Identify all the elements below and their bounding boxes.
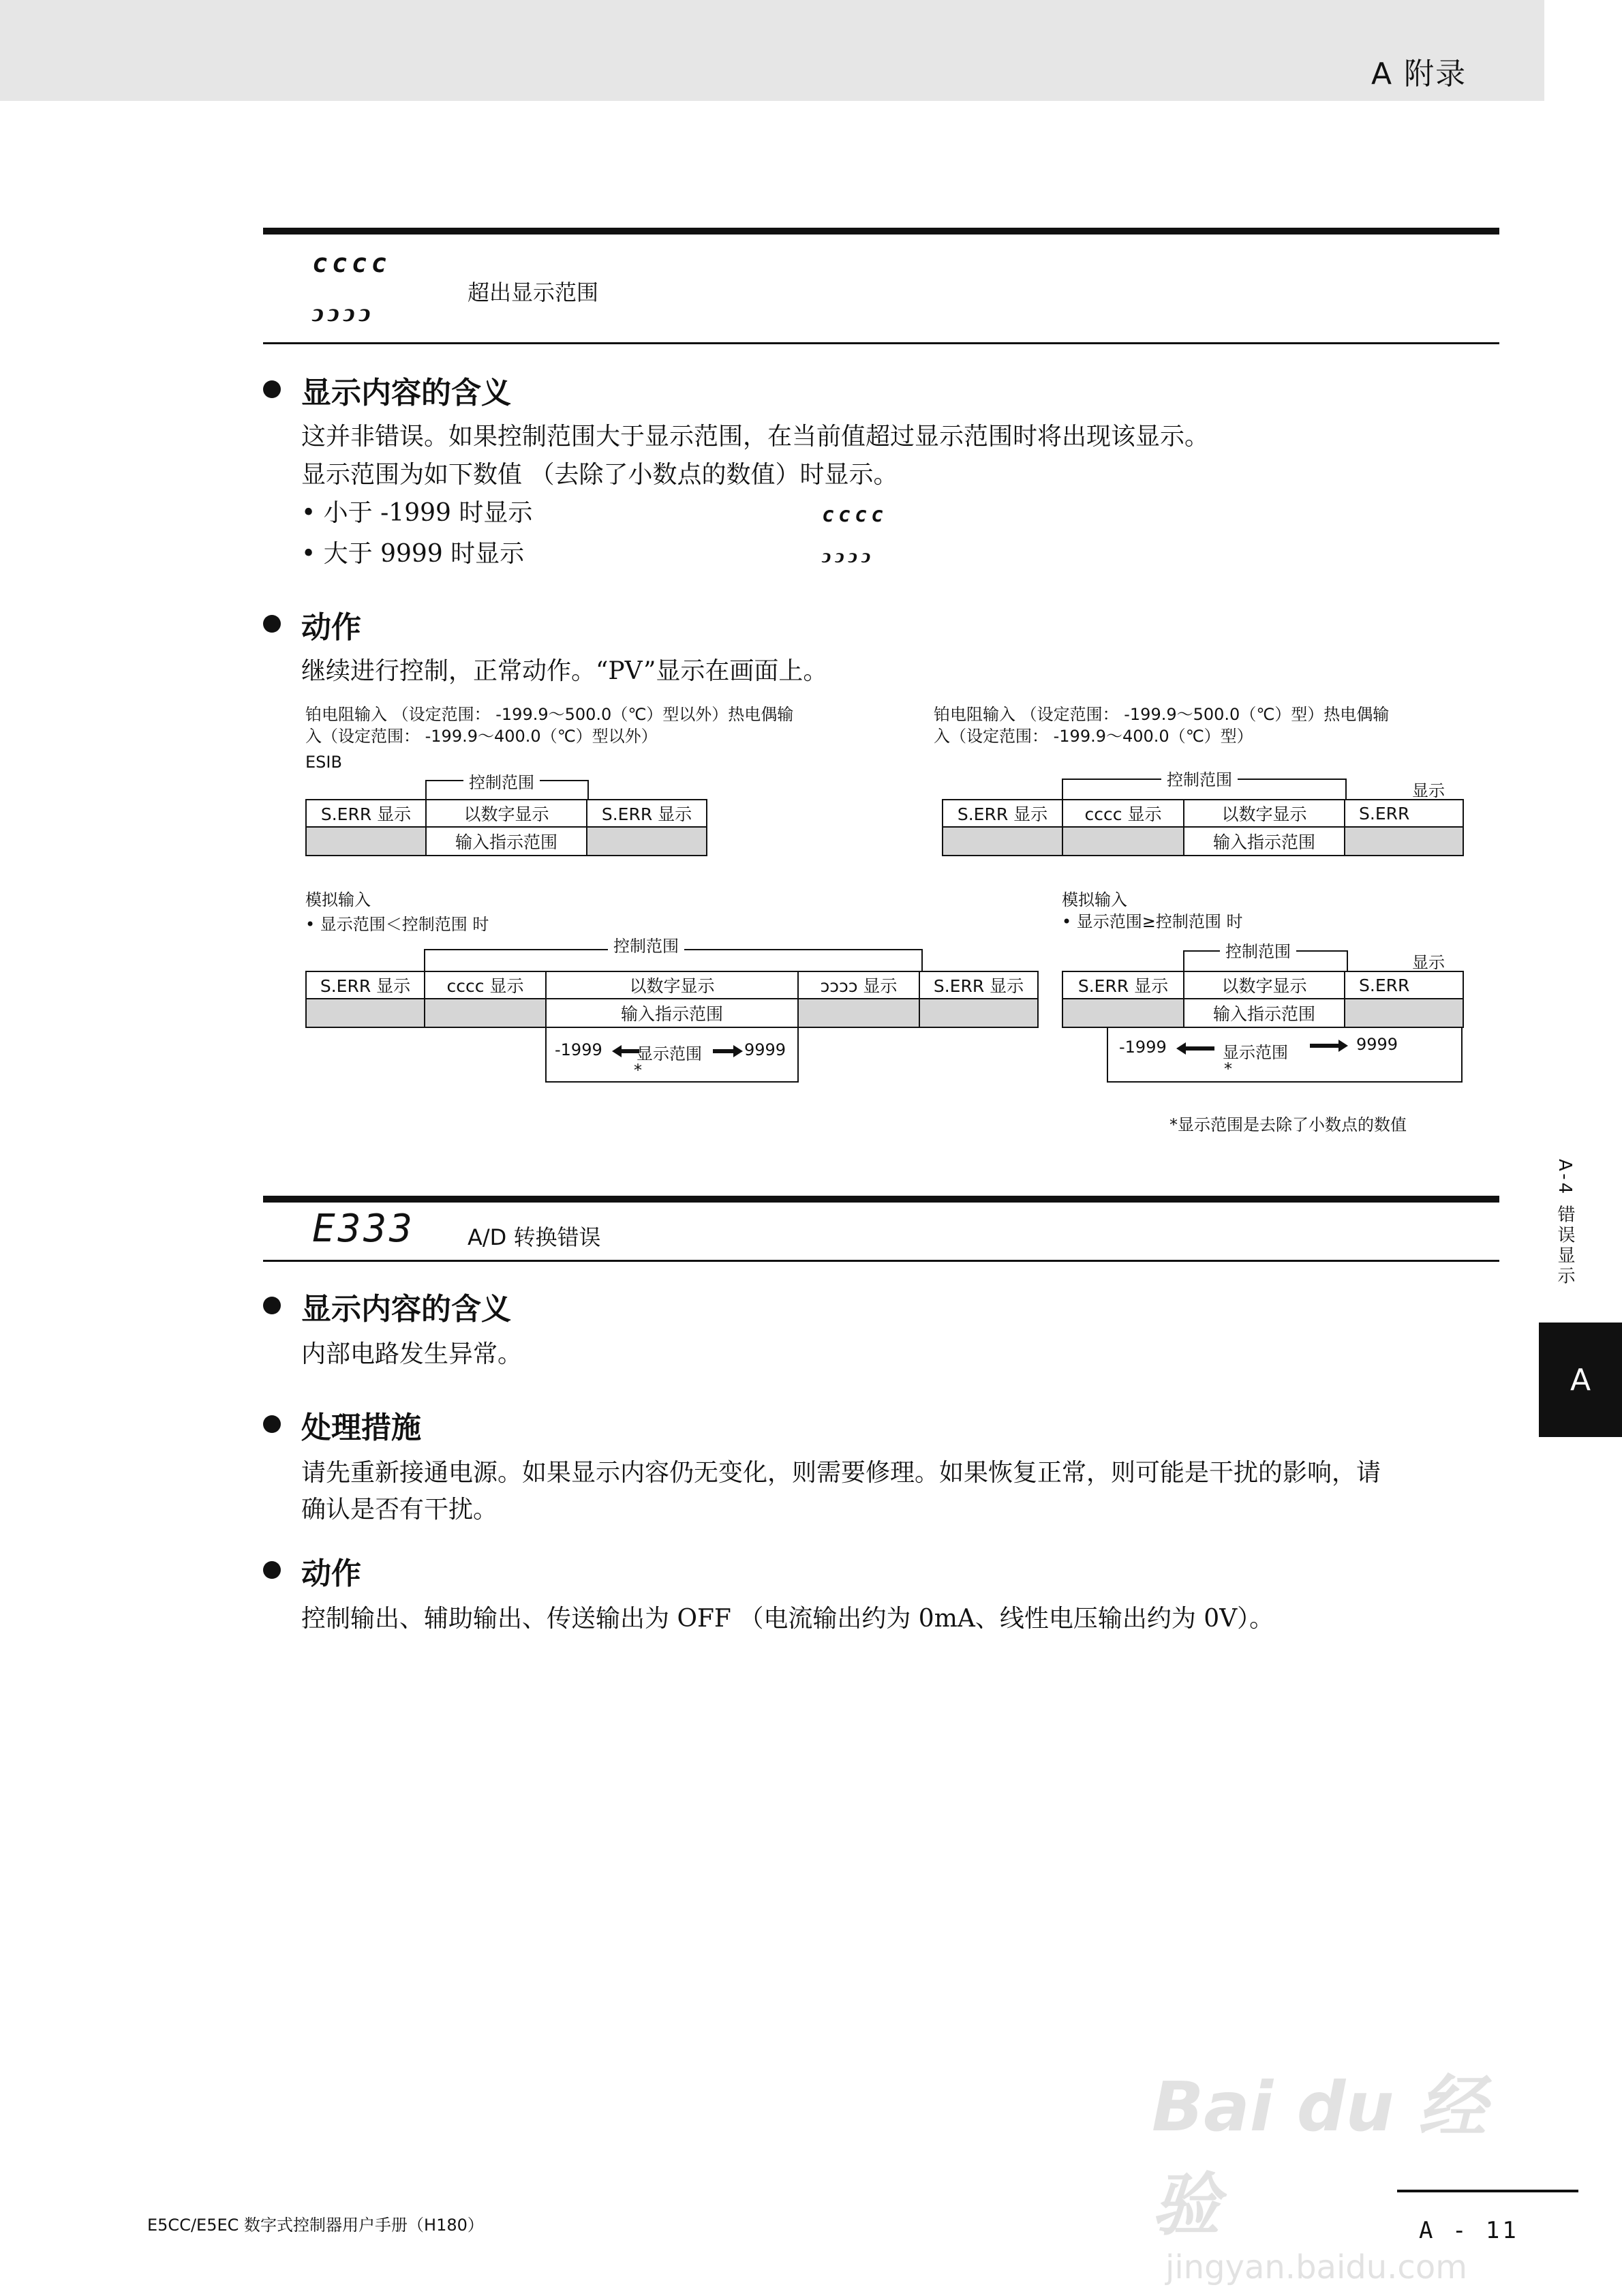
diagram2-cell-serr-left: S.ERR 显示 bbox=[942, 799, 1063, 828]
diagram3-gray-1 bbox=[305, 998, 425, 1028]
diagram4-control-label: 控制范围 bbox=[1220, 938, 1296, 962]
diagram2-gray-1 bbox=[942, 826, 1063, 856]
diagram1-input-range: 输入指示范围 bbox=[425, 826, 587, 856]
code-low-inline: cccc bbox=[822, 503, 888, 527]
diagram4-range-label: 显示范围 bbox=[1223, 1043, 1288, 1062]
heading-meaning: 显示内容的含义 bbox=[301, 376, 511, 410]
diagram3-range-max: 9999 bbox=[744, 1040, 786, 1059]
diagram1-caption-2: 入（设定范围： -199.9～400.0（℃）型以外） bbox=[305, 727, 658, 746]
diagram3-caption-2: • 显示范围＜控制范围 时 bbox=[305, 915, 489, 934]
diagram4-range-min: -1999 bbox=[1119, 1038, 1167, 1057]
diagram4-display-label: 显示 bbox=[1412, 953, 1445, 972]
section2-title: A/D 转换错误 bbox=[468, 1224, 601, 1250]
diagram3-caption-1: 模拟输入 bbox=[305, 890, 371, 909]
list-item-high: • 大于 9999 时显示 bbox=[301, 540, 525, 568]
heading-action-2: 动作 bbox=[301, 1556, 361, 1591]
heading-bullet bbox=[263, 380, 281, 398]
diagram2-cell-cccc: cccc 显示 bbox=[1062, 799, 1184, 828]
diagram1-caption-3: ESIB bbox=[305, 753, 342, 772]
diagram3-range-label: 显示范围 bbox=[637, 1044, 702, 1063]
heading-handling: 处理措施 bbox=[301, 1410, 421, 1445]
diagram2-cell-digits: 以数字显示 bbox=[1183, 799, 1345, 828]
diagram4-cell-digits: 以数字显示 bbox=[1183, 971, 1345, 999]
footer-manual-title: E5CC/E5EC 数字式控制器用户手册（H180） bbox=[147, 2216, 484, 2235]
action2-text: 控制输出、辅助输出、传送输出为 OFF （电流输出约为 0mA、线性电压输出约为 0V）。 bbox=[301, 1605, 1274, 1633]
side-section-label: A-4 错误显示 bbox=[1555, 1159, 1575, 1287]
diagram2-caption-1: 铂电阻输入 （设定范围： -199.9～500.0（℃）型）热电偶输 bbox=[934, 705, 1390, 724]
section2-rule-top bbox=[263, 1196, 1499, 1203]
page-number: A - 11 bbox=[1419, 2217, 1519, 2244]
diagram3-gray-4 bbox=[919, 998, 1039, 1028]
footer-rule bbox=[1397, 2190, 1578, 2192]
diagram4-footnote-marker: * bbox=[1224, 1059, 1232, 1078]
diagram2-gray-2 bbox=[1062, 826, 1184, 856]
diagram4-input-range: 输入指示范围 bbox=[1183, 998, 1345, 1028]
meaning-line-1: 这并非错误。如果控制范围大于显示范围，在当前值超过显示范围时将出现该显示。 bbox=[301, 423, 1210, 451]
watermark-brand: Bai du 经验 bbox=[1152, 2067, 1486, 2245]
code-e333-display: E333 bbox=[312, 1207, 415, 1251]
heading-action: 动作 bbox=[301, 610, 361, 645]
watermark-url: jingyan.baidu.com bbox=[1165, 2248, 1467, 2286]
code-high-inline: ↄↄↄↄ bbox=[822, 544, 875, 568]
diagram3-input-range: 输入指示范围 bbox=[545, 998, 799, 1028]
diagram3-cell-serr-left: S.ERR 显示 bbox=[305, 971, 425, 999]
diagram1-cell-serr-left: S.ERR 显示 bbox=[305, 799, 427, 828]
heading-bullet bbox=[263, 1415, 281, 1433]
list-item-low: • 小于 -1999 时显示 bbox=[301, 499, 533, 527]
diagram2-gray-3 bbox=[1344, 826, 1464, 856]
section2-rule-bottom bbox=[263, 1260, 1499, 1262]
diagram3-gray-3 bbox=[797, 998, 920, 1028]
diagram4-caption-2: • 显示范围≥控制范围 时 bbox=[1062, 912, 1243, 931]
meaning-line-2: 显示范围为如下数值 （去除了小数点的数值）时显示。 bbox=[301, 461, 898, 489]
diagram2-caption-2: 入（设定范围： -199.9～400.0（℃）型） bbox=[934, 727, 1253, 746]
action-text: 继续进行控制，正常动作。“PV”显示在画面上。 bbox=[301, 657, 828, 685]
diagram1-cell-digits: 以数字显示 bbox=[425, 799, 587, 828]
header-band bbox=[0, 0, 1544, 101]
diagram4-caption-1: 模拟输入 bbox=[1062, 890, 1127, 909]
diagram4-cell-serr-left: S.ERR 显示 bbox=[1062, 971, 1184, 999]
diagram4-gray-2 bbox=[1344, 998, 1464, 1028]
diagram3-gray-2 bbox=[424, 998, 547, 1028]
code-low-display: cccc bbox=[312, 248, 391, 278]
diagram3-control-label: 控制范围 bbox=[608, 933, 684, 956]
page-header-title: A 附录 bbox=[1371, 57, 1467, 91]
diagram3-cell-cccc: cccc 显示 bbox=[424, 971, 547, 999]
handling-line-1: 请先重新接通电源。如果显示内容仍无变化，则需要修理。如果恢复正常，则可能是干扰的影响，请 bbox=[301, 1459, 1381, 1487]
right-arrow-icon bbox=[1310, 1038, 1348, 1054]
heading-bullet bbox=[263, 1297, 281, 1314]
diagram4-range-max: 9999 bbox=[1356, 1035, 1398, 1054]
section-rule-top bbox=[263, 228, 1499, 235]
diagram-footnote: *显示范围是去除了小数点的数值 bbox=[1169, 1115, 1407, 1134]
heading-bullet bbox=[263, 615, 281, 633]
heading-bullet bbox=[263, 1561, 281, 1579]
diagram2-cell-serr-right: S.ERR bbox=[1344, 799, 1464, 828]
diagram1-gray-right bbox=[586, 826, 707, 856]
diagram3-cell-serr-right: S.ERR 显示 bbox=[919, 971, 1039, 999]
diagram2-control-label: 控制范围 bbox=[1161, 766, 1238, 790]
diagram3-footnote-marker: * bbox=[634, 1061, 642, 1080]
meaning2-text: 内部电路发生异常。 bbox=[301, 1340, 523, 1368]
diagram3-range-min: -1999 bbox=[555, 1040, 602, 1059]
diagram2-display-label: 显示 bbox=[1412, 781, 1445, 800]
section-rule-bottom bbox=[263, 342, 1499, 344]
diagram3-cell-high: ↄↄↄↄ 显示 bbox=[797, 971, 920, 999]
diagram3-cell-digits: 以数字显示 bbox=[545, 971, 799, 999]
side-tab-a[interactable]: A bbox=[1539, 1323, 1622, 1437]
diagram4-cell-serr-right: S.ERR bbox=[1344, 971, 1464, 999]
diagram1-control-label: 控制范围 bbox=[463, 769, 540, 793]
diagram1-caption-1: 铂电阻输入 （设定范围： -199.9～500.0（℃）型以外）热电偶输 bbox=[305, 705, 794, 724]
right-arrow-icon bbox=[713, 1043, 743, 1059]
left-arrow-icon bbox=[612, 1043, 639, 1059]
diagram2-input-range: 输入指示范围 bbox=[1183, 826, 1345, 856]
handling-line-2: 确认是否有干扰。 bbox=[301, 1496, 498, 1524]
left-arrow-icon bbox=[1176, 1040, 1214, 1057]
diagram1-cell-serr-right: S.ERR 显示 bbox=[586, 799, 707, 828]
code-high-display: ↄↄↄↄ bbox=[312, 297, 375, 327]
heading-meaning-2: 显示内容的含义 bbox=[301, 1292, 511, 1327]
diagram1-gray-left bbox=[305, 826, 427, 856]
section-title: 超出显示范围 bbox=[468, 280, 599, 305]
diagram4-gray-1 bbox=[1062, 998, 1184, 1028]
